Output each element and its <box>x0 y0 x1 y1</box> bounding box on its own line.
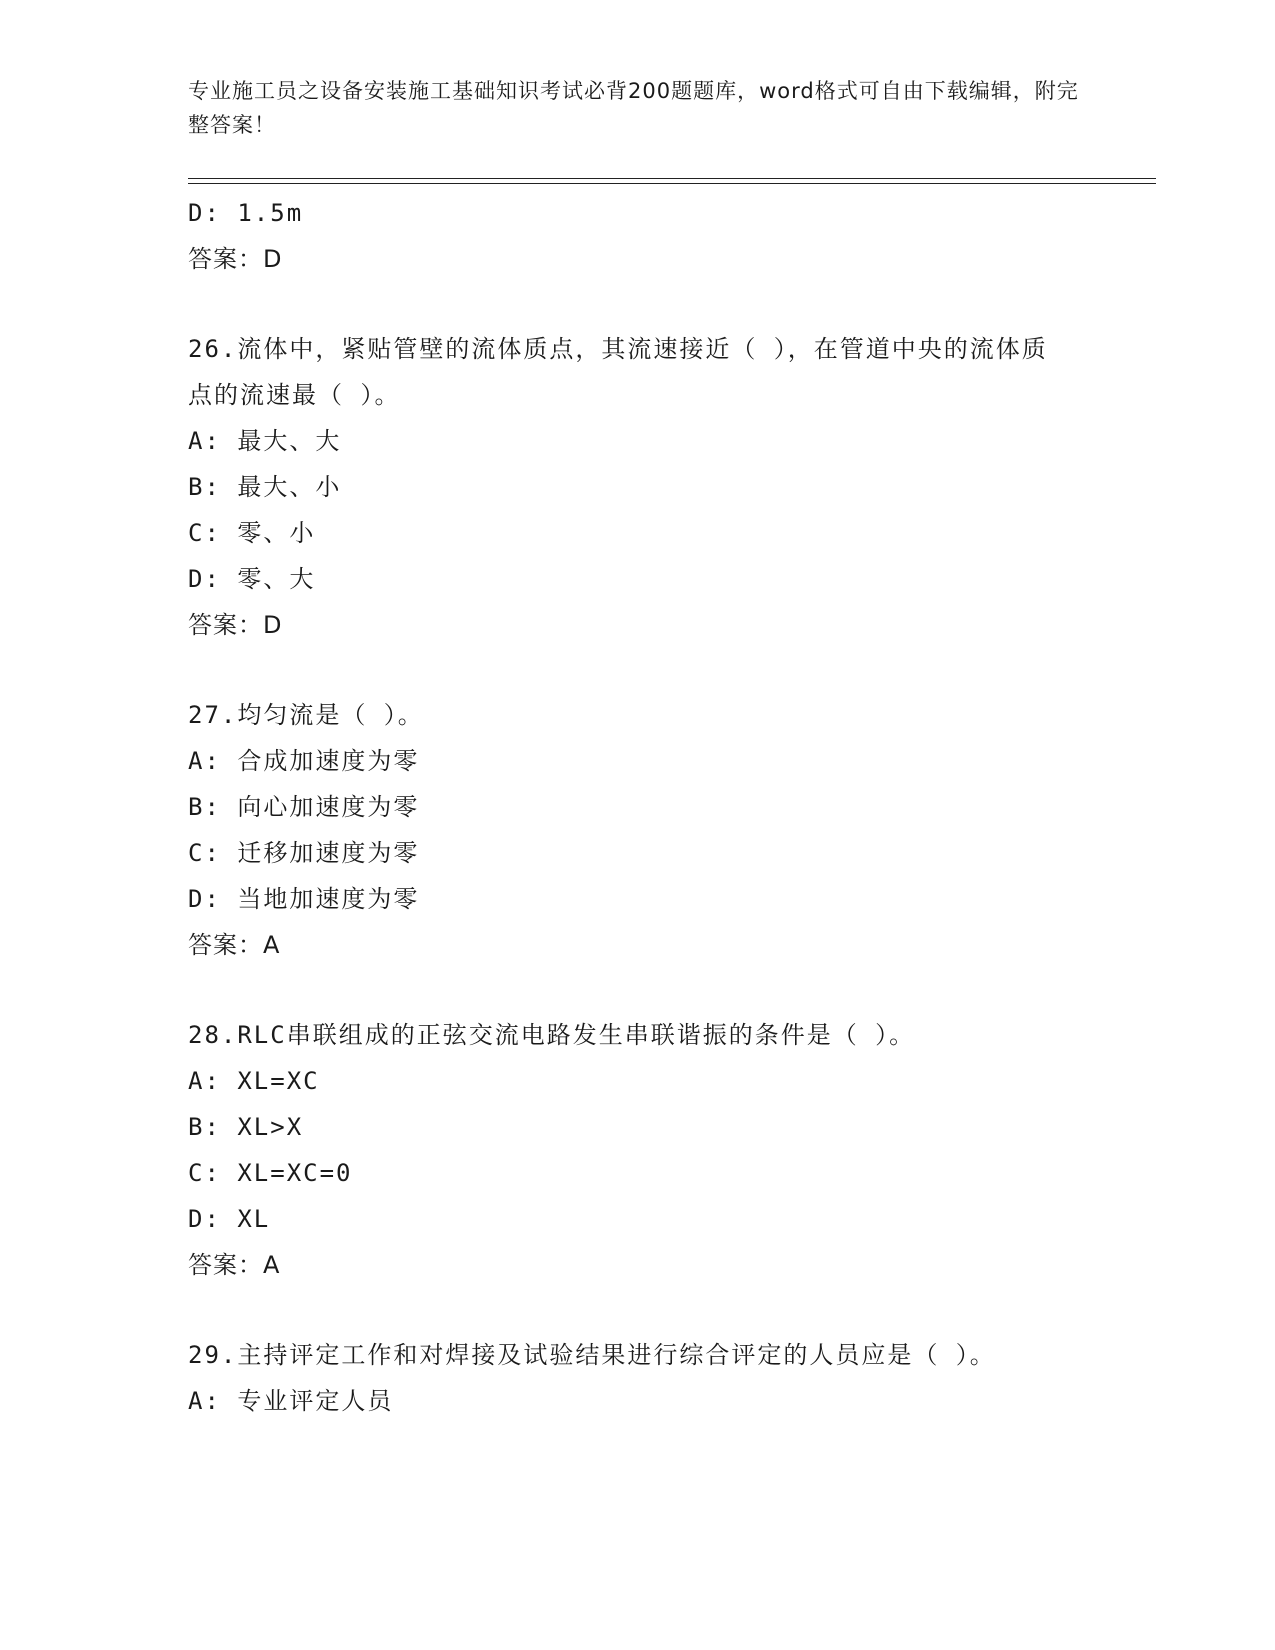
option-c: C: 迁移加速度为零 <box>188 839 420 867</box>
question-gap <box>188 1288 1156 1332</box>
option-a: A: 最大、大 <box>188 427 342 455</box>
option-a: A: 专业评定人员 <box>188 1387 394 1415</box>
question-29 <box>188 1332 1156 1424</box>
prev-answer: 答案：D <box>188 245 283 273</box>
question-text: 29.主持评定工作和对焊接及试验结果进行综合评定的人员应是（ ）。 <box>188 1341 996 1369</box>
option-b: B: 最大、小 <box>188 473 342 501</box>
question-gap <box>188 648 1156 692</box>
option-a: A: 合成加速度为零 <box>188 747 420 775</box>
question-gap <box>188 968 1156 1012</box>
answer: 答案：A <box>188 1251 281 1279</box>
option-b: B: 向心加速度为零 <box>188 793 420 821</box>
option-d: D: 零、大 <box>188 565 316 593</box>
header-text: 专业施工员之设备安装施工基础知识考试必背200题题库，word格式可自由下载编辑，附完整答案！ <box>188 79 1079 137</box>
option-a: A: XL=XC <box>188 1067 320 1095</box>
question-27 <box>188 692 1156 968</box>
option-d: D: 当地加速度为零 <box>188 885 420 913</box>
question-list <box>188 190 1156 1424</box>
question-text: 27.均匀流是（ ）。 <box>188 701 424 729</box>
answer: 答案：D <box>188 611 283 639</box>
header-divider <box>188 178 1156 184</box>
answer: 答案：A <box>188 931 281 959</box>
question-text: 26.流体中，紧贴管壁的流体质点，其流速接近（ ），在管道中央的流体质点的流速最（ ）。 <box>188 335 1048 409</box>
option-d: D: XL <box>188 1205 271 1233</box>
question-text: 28.RLC串联组成的正弦交流电路发生串联谐振的条件是（ ）。 <box>188 1021 916 1049</box>
question-26 <box>188 326 1156 648</box>
option-c: C: 零、小 <box>188 519 316 547</box>
option-c: C: XL=XC=0 <box>188 1159 353 1187</box>
prev-option-d: D: 1.5m <box>188 199 304 227</box>
question-gap <box>188 282 1156 326</box>
question-28 <box>188 1012 1156 1288</box>
option-b: B: XL>X <box>188 1113 304 1141</box>
document-header <box>188 74 1088 142</box>
